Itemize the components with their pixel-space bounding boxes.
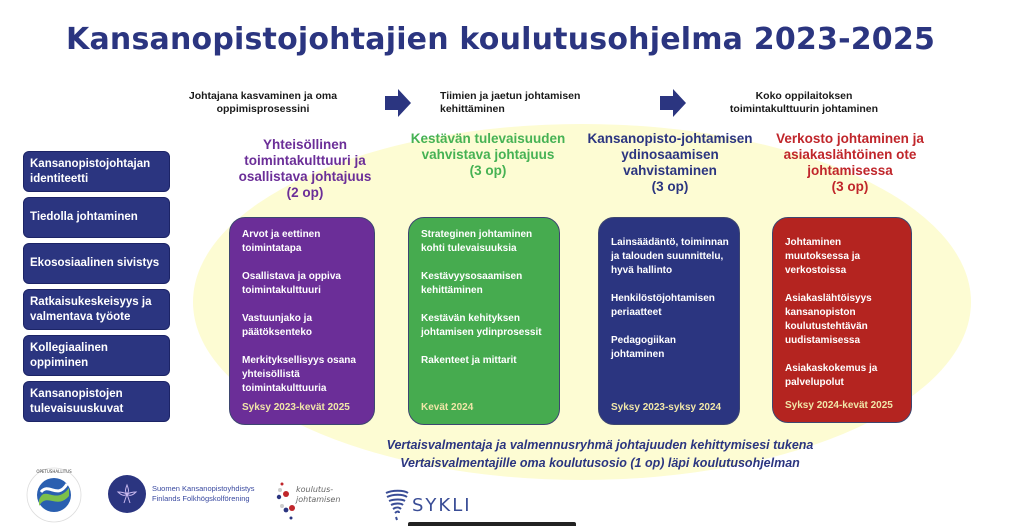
side-theme-item [23,151,170,192]
module-heading [760,131,940,195]
side-theme-item [23,289,170,330]
side-theme-label: Ekososiaalinen sivistys [30,257,160,269]
module-card [229,217,375,425]
module-period: Syksy 2023-kevät 2025 [242,402,350,413]
module-topic: Strateginen johtaminen kohti tulevaisuuksia [421,229,533,254]
side-theme-label: Kollegiaalinen oppiminen [30,341,108,369]
phase-label-1: Johtajana kasvaminen ja oma oppimisprosessini [188,90,338,115]
module-heading [222,137,388,201]
page-title: Kansanopistojohtajien koulutusohjelma 2023-2025 [66,22,936,57]
module-credits: (3 op) [651,179,689,194]
module-topic: Merkityksellisyys osana yhteisöllistä toimintakulttuuria [242,355,356,394]
module-topic: Asiakaslähtöisyys kansanopiston koulutustehtävän uudistamisessa [785,293,872,346]
side-theme-label: Tiedolla johtaminen [30,211,138,223]
module-topic: Lainsäädäntö, toiminnan ja talouden suunnittelu, hyvä hallinto [611,237,729,276]
module-topic: Johtaminen muutoksessa ja verkostoissa [785,237,861,276]
module-title: Kestävän tulevaisuuden vahvistava johtajuus [410,131,566,162]
logo-text: Finlands Folkhögskolförening [152,494,250,503]
logo-text: Suomen Kansanopistoyhdistys [152,484,255,493]
module-title: Verkosto johtaminen ja asiakaslähtöinen ote johtamisessa [776,131,924,178]
module-topic: Kestävyysosaamisen kehittäminen [421,271,523,296]
side-themes-list [23,151,170,427]
svg-text:johtamisen: johtamisen [296,495,341,504]
module-title: Kansanopisto-johtamisen ydinosaamisen vahvistaminen [587,131,753,178]
side-theme-label: Kansanopistojen tulevaisuuskuvat [30,387,124,415]
side-theme-item [23,335,170,376]
program-footnote [330,436,870,472]
arrow-right-icon [660,89,686,117]
kansanopistoyhdistys-logo [108,474,258,514]
side-theme-item [23,381,170,422]
phase-label-3: Koko oppilaitoksen toimintakulttuurin johtaminen [729,90,879,115]
arrow-right-icon [385,89,411,117]
module-credits: (2 op) [286,185,324,200]
module-credits: (3 op) [469,163,507,178]
module-card [408,217,560,425]
opetushallitus-logo [25,466,83,524]
sykli-logo [384,488,474,522]
koulutusjohtamisen-logo [276,480,346,522]
module-credits: (3 op) [831,179,869,194]
module-topic: Arvot ja eettinen toimintatapa [242,229,321,254]
phase-label-2: Tiimien ja jaetun johtamisen kehittäminen [440,90,581,115]
module-topic: Pedagogiikan johtaminen [611,335,677,360]
module-card [772,217,912,423]
module-period: Syksy 2023-syksy 2024 [611,402,722,413]
module-heading [398,131,578,179]
footnote-line-1: Vertaisvalmentaja ja valmennusryhmä johtajuuden kehittymisesi tukena [386,438,814,452]
module-card [598,217,740,425]
side-theme-item [23,243,170,284]
side-theme-label: Ratkaisukeskeisyys ja valmentava työote [30,295,152,323]
svg-text:OPETUSHALLITUS: OPETUSHALLITUS [36,469,72,474]
module-topic: Kestävän kehityksen johtamisen ydinprosessit [421,313,542,338]
bottom-bar [408,522,576,526]
svg-text:koulutus-: koulutus- [296,485,334,494]
module-topic: Vastuunjako ja päätöksenteko [242,313,313,338]
module-topic: Osallistava ja oppiva toimintakulttuuri [242,271,341,296]
logo-text: SYKLI [412,494,472,516]
module-topic: Henkilöstöjohtamisen periaatteet [611,293,715,318]
side-theme-label: Kansanopistojohtajan identiteetti [30,157,151,185]
module-heading [580,131,760,195]
module-topic: Rakenteet ja mittarit [421,355,517,366]
tornado-icon [384,489,410,521]
module-period: Syksy 2024-kevät 2025 [785,400,893,411]
side-theme-item [23,197,170,238]
module-title: Yhteisöllinen toimintakulttuuri ja osallistava johtajuus [238,137,372,184]
module-topic: Asiakaskokemus ja palvelupolut [785,363,878,388]
footnote-line-2: Vertaisvalmentajille oma koulutusosio (1 op) läpi koulutusohjelman [400,456,800,470]
flower-icon [108,475,146,513]
module-period: Kevät 2024 [421,402,474,413]
